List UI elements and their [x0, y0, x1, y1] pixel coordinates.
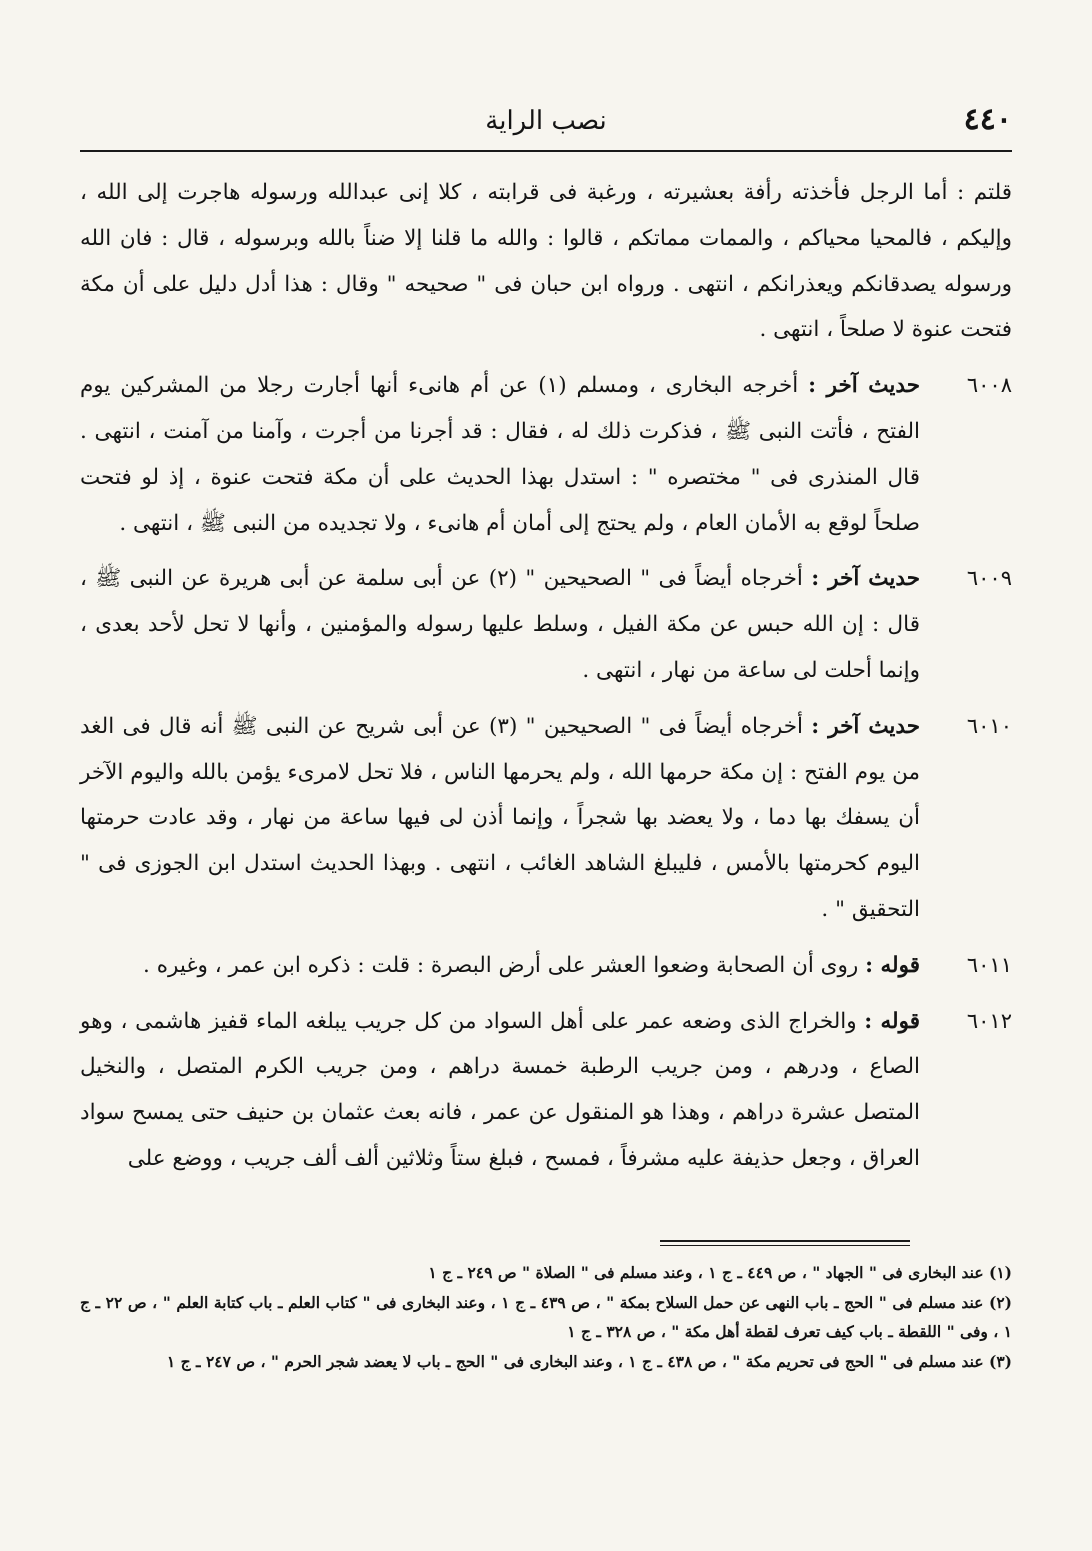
intro-paragraph: قلتم : أما الرجل فأخذته رأفة بعشيرته ، ورغبة فى قرابته ، كلا إنى عبدالله ورسوله هاجرت إلى الله ، وإليكم ، فالمحيا محياكم ، والممات مماتكم ، قالوا : والله ما قلنا إلا ضناً بالله وبرسوله ، قال : فان الله ورسوله يصدقانكم ويعذرانكم ، انتهى . ورواه ابن حبان فى " صحيحه " وقال : هذا أدل دليل على أن مكة فتحت عنوة لا صلحاً ، انتهى .: [80, 180, 1012, 343]
entry-number: ٦٠١١: [966, 952, 1012, 977]
footnote-1: (١) عند البخارى فى " الجهاد " ، ص ٤٤٩ ـ ج ١ ، وعند مسلم فى " الصلاة " ص ٢٤٩ ـ ج ١: [428, 1263, 1012, 1282]
footnote-separator: [660, 1240, 910, 1242]
entry-body: أخرجه البخارى ، ومسلم (١) عن أم هانىء أنها أجارت رجلا من المشركين يوم الفتح ، فأتت النبى ﷺ ، فذكرت ذلك له ، فقال : قد أجرنا من أجرت ، وآمنا من آمنت ، انتهى . قال المنذرى فى " مختصره " : استدل بهذا الحديث على أن مكة فتحت عنوة ، إذ لو فتحت صلحاً لوقع به الأمان العام ، ولم يحتج إلى أمان أم هانىء ، ولا تجديده من النبى ﷺ ، انتهى .: [80, 373, 920, 536]
entry-text: [80, 999, 1012, 1182]
entry-body: روى أن الصحابة وضعوا العشر على أرض البصرة : قلت : ذكره ابن عمر ، وغيره .: [143, 952, 866, 978]
entry-text: [80, 943, 1012, 989]
footnotes: [80, 1258, 1012, 1376]
entry-lead: قوله :: [865, 952, 920, 978]
page-header: [80, 102, 1012, 146]
entry-text: [80, 556, 1012, 693]
hadith-entry-6011: [80, 943, 1012, 989]
footnote-3: (٣) عند مسلم فى " الحج فى تحريم مكة " ، ص ٤٣٨ ـ ج ١ ، وعند البخارى فى " الحج ـ باب لا يعضد شجر الحرم " ، ص ٢٤٧ ـ ج ١: [166, 1351, 1012, 1371]
entry-lead: حديث آخر :: [808, 373, 920, 399]
entry-number: ٦٠٠٩: [966, 566, 1012, 591]
entry-body: أخرجاه أيضاً فى " الصحيحين " (٢) عن أبى سلمة عن أبى هريرة عن النبى ﷺ ، قال : إن الله حبس عن مكة الفيل ، وسلط عليها رسوله والمؤمنين ، وأنها لا تحل لأحد بعدى ، وإنما أحلت لى ساعة من نهار ، انتهى .: [80, 566, 920, 683]
hadith-entry-6012: [80, 999, 1012, 1182]
main-text: [80, 170, 1012, 1192]
entry-text: [80, 363, 1012, 546]
hadith-entry-6010: [80, 704, 1012, 933]
entry-body: أخرجاه أيضاً فى " الصحيحين " (٣) عن أبى شريح عن النبى ﷺ أنه قال فى الغد من يوم الفتح : إن مكة حرمها الله ، ولم يحرمها الناس ، فلا تحل لامرىء يؤمن بالله واليوم الآخر أن يسفك بها دما ، ولا يعضد بها شجراً ، وإنما أذن لى فيها ساعة من نهار ، وقد عادت حرمتها اليوم كحرمتها بالأمس ، فليبلغ الشاهد الغائب ، انتهى . وبهذا الحديث استدل ابن الجوزى فى " التحقيق " .: [80, 713, 920, 922]
hadith-entry-6008: [80, 363, 1012, 546]
entry-lead: قوله :: [864, 1008, 920, 1034]
entry-number: ٦٠١٠: [966, 713, 1012, 738]
entry-body: والخراج الذى وضعه عمر على أهل السواد من كل جريب يبلغه الماء قفيز هاشمى ، وهو الصاع ، ودرهم ، ومن جريب الرطبة خمسة دراهم ، ومن جريب الكرم المتصل ، والنخيل المتصل عشرة دراهم ، وهذا هو المنقول عن عمر ، فانه بعث عثمان بن حنيف حتى يمسح سواد العراق ، وجعل حذيفة عليه مشرفاً ، فمسح ، فبلغ ستاً وثلاثين ألف ألف جريب ، ووضع على: [80, 1008, 920, 1171]
hadith-entry-6009: [80, 556, 1012, 693]
footnote-2: (٢) عند مسلم فى " الحج ـ باب النهى عن حمل السلاح بمكة " ، ص ٤٣٩ ـ ج ١ ، وعند البخارى فى " كتاب العلم ـ باب كتابة العلم " ، ص ٢٢ ـ ج ١ ، وفى " اللقطة ـ باب كيف تعرف لقطة أهل مكة " ، ص ٣٢٨ ـ ج ١: [80, 1292, 1012, 1341]
entry-text: [80, 704, 1012, 933]
entry-lead: حديث آخر :: [811, 566, 920, 592]
entry-lead: حديث آخر :: [811, 713, 920, 739]
header-rule: [80, 150, 1012, 152]
entry-number: ٦٠٠٨: [966, 373, 1012, 398]
page-number: ٤٤٠: [963, 102, 1012, 137]
running-title: نصب الراية: [485, 106, 607, 136]
entry-number: ٦٠١٢: [966, 1008, 1012, 1033]
